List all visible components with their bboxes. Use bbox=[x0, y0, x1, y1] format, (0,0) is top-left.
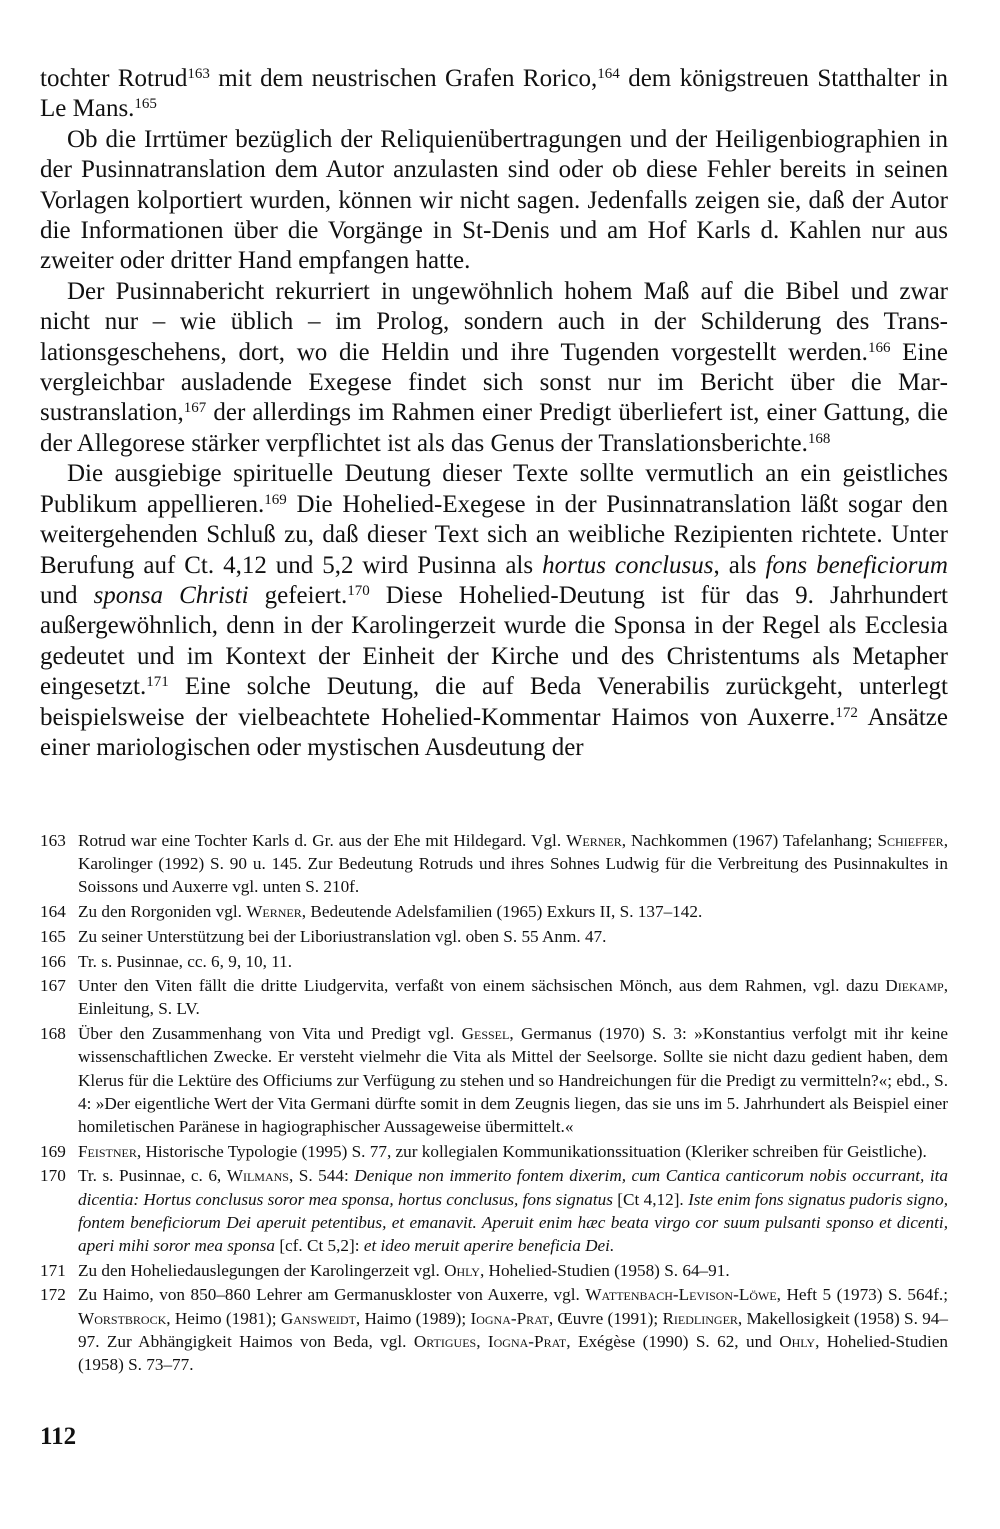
text-run: dem königstreuen Statthalter in Le Mans. bbox=[40, 65, 948, 123]
text-run: Über den Zusammenhang von Vita und Predigt vgl. bbox=[78, 1024, 462, 1044]
text-run: [cf. Ct 5,2]: bbox=[275, 1235, 364, 1255]
text-run: , Heimo (1981); bbox=[166, 1308, 281, 1328]
footnote-ref: 166 bbox=[867, 339, 891, 356]
italic-text: Denique non immerito fontem dixerim, cum Cantica canticorum nobis occurrant, ita dicentia: Hortus conclusus soror mea sponsa, hortus conclusus, fons signatus bbox=[78, 1166, 948, 1209]
text-run: , Haimo (1989); bbox=[355, 1308, 471, 1328]
footnote-ref: 165 bbox=[134, 96, 157, 113]
author-name: Iogna-Prat bbox=[470, 1308, 549, 1328]
author-name: Ohly bbox=[444, 1260, 480, 1280]
text-run: Eine solche Deutung, die auf Beda Venerabilis zurückgeht, unterlegt beispielsweise der vielbeachtete Hohelied-Kommentar Haimos von Auxerre. bbox=[40, 673, 948, 731]
footnote-ref: 169 bbox=[264, 491, 287, 508]
author-name: Werner bbox=[246, 902, 302, 922]
footnote-number: 164 bbox=[40, 902, 66, 922]
footnote bbox=[40, 1140, 948, 1163]
footnote-number: 165 bbox=[40, 926, 66, 946]
body-paragraph bbox=[40, 125, 948, 277]
text-run: Die Hohelied-Exegese in der Pusinnatranslation läßt sogar den weitergehenden Schluß zu, daß dieser Text sich an weibliche Rezipienten richtete. Unter Berufung auf Ct. 4,12 und 5,2 wird Pusinna als bbox=[40, 490, 948, 579]
text-run: [Ct 4,12]. bbox=[612, 1189, 689, 1209]
main-text bbox=[40, 64, 948, 763]
italic-text: fons beneficiorum bbox=[765, 551, 948, 579]
footnote-ref: 163 bbox=[187, 65, 210, 82]
footnote-number: 170 bbox=[40, 1166, 66, 1186]
text-run: Der Pusinnabericht rekurriert in ungewöhnlich hohem Maß auf die Bibel und zwar nicht nur – wie üblich – im Prolog, sondern auch in der Schilderung des Translationsgeschehens, dort, wo die Heldin und ihre Tugenden vorgestellt werden. bbox=[40, 277, 948, 366]
text-run: , als bbox=[713, 551, 766, 579]
footnote bbox=[40, 950, 948, 973]
text-run: , Hohelied-Studien (1958) S. 73–77. bbox=[78, 1331, 949, 1374]
text-run: der allerdings im Rahmen einer Predigt überliefert ist, einer Gattung, die der Allegorese stärker verpflichtet ist als das Genus der Translationsberichte. bbox=[40, 399, 948, 457]
text-run: , Exégèse (1990) S. 62, und bbox=[566, 1331, 780, 1351]
footnote-number: 172 bbox=[40, 1285, 66, 1305]
text-run: Zu seiner Unterstützung bei der Liboriustranslation vgl. oben S. 55 Anm. 47. bbox=[78, 926, 607, 946]
text-run: Ob die Irrtümer bezüglich der Reliquienübertragungen und der Heiligenbiographien in der Pusinnatranslation dem Autor anzulasten sind oder ob diese Fehler bereits in seinen Vorlagen kolportiert wurden, können wir nicht sagen. Jedenfalls zeigen sie, daß der Autor die Informationen über die Vorgänge in St-Denis und am Hof Karls d. Kahlen nur aus zweiter oder dritter Hand empfangen hatte. bbox=[40, 125, 948, 275]
footnote-ref: 170 bbox=[347, 582, 370, 599]
text-run: , Karolinger (1992) S. 90 u. 145. Zur Bedeutung Rotruds und ihres Sohnes Ludwig für die Verbreitung des Pusinnakultes in Soissons und Auxerre vgl. unten S. 210f. bbox=[78, 831, 948, 897]
footnote bbox=[40, 1283, 948, 1376]
footnote-ref: 172 bbox=[835, 704, 858, 721]
body-paragraph bbox=[40, 277, 948, 459]
footnote bbox=[40, 829, 948, 899]
author-name: Gansweidt bbox=[280, 1308, 356, 1328]
body-paragraph bbox=[40, 459, 948, 763]
text-run: Unter den Viten fällt die dritte Liudgervita, verfaßt von einem sächsischen Mönch, aus dem Rahmen, vgl. dazu bbox=[78, 976, 886, 996]
text-run: , Bedeutende Adelsfamilien (1965) Exkurs II, S. 137–142. bbox=[301, 902, 703, 922]
text-run: Tr. s. Pusinnae, c. 6, bbox=[78, 1166, 227, 1186]
italic-text: et ideo meruit aperire beneficia Dei. bbox=[363, 1235, 615, 1255]
author-name: Riedlinger bbox=[662, 1308, 738, 1328]
footnote-ref: 164 bbox=[597, 65, 620, 82]
footnote bbox=[40, 900, 948, 923]
author-name: Ohly bbox=[779, 1331, 816, 1351]
text-run: Diese Hohelied-Deutung ist für das 9. Jahrhundert außergewöhnlich, denn in der Karolingerzeit wurde die Sponsa in der Regel als Ecclesia gedeutet und im Kontext der Einheit der Kirche und des Christentums als Metapher eingesetzt. bbox=[40, 581, 948, 701]
text-run: tochter Rotrud bbox=[40, 65, 188, 92]
text-run: Die ausgiebige spirituelle Deutung dieser Texte sollte vermutlich an ein geistliches Publikum appellieren. bbox=[40, 460, 948, 518]
text-run: , Nachkommen (1967) Tafelanhang; bbox=[621, 831, 878, 850]
text-run: mit dem neustrischen Grafen Rorico, bbox=[209, 65, 598, 92]
italic-text: Iste enim fons signatus pudoris signo, fontem beneficiorum Dei aperuit petentibus, et emanavit. Aperuit enim hæc beata virgo cor suum pulsanti sponso et dicenti, aperi mihi soror mea sponsa bbox=[78, 1189, 949, 1255]
text-run: Eine vergleichbar ausladende Exegese findet sich sonst nur im Bericht über die Marsustranslation, bbox=[40, 338, 948, 427]
author-name: Gessel bbox=[461, 1024, 510, 1044]
footnote bbox=[40, 1164, 948, 1257]
footnote bbox=[40, 974, 948, 1020]
footnote-ref: 171 bbox=[146, 673, 169, 690]
footnote bbox=[40, 1022, 948, 1138]
italic-text: hortus conclusus bbox=[542, 551, 714, 579]
text-run: , Makellosigkeit (1958) S. 94–97. Zur Abhängigkeit Haimos von Beda, vgl. bbox=[78, 1308, 948, 1351]
footnote-number: 167 bbox=[40, 976, 66, 996]
text-run: und bbox=[40, 581, 94, 609]
footnote-number: 171 bbox=[40, 1260, 66, 1280]
text-run: Rotrud war eine Tochter Karls d. Gr. aus der Ehe mit Hildegard. Vgl. bbox=[78, 831, 567, 850]
text-run: Zu den Rorgoniden vgl. bbox=[78, 902, 247, 922]
body-paragraph bbox=[40, 64, 948, 125]
footnote-number: 166 bbox=[40, 951, 66, 971]
author-name: Schieffer bbox=[877, 831, 944, 850]
author-name: Feistner bbox=[78, 1141, 137, 1161]
text-run: Zu den Hoheliedauslegungen der Karolingerzeit vgl. bbox=[78, 1260, 445, 1280]
author-name: Worstbrock bbox=[78, 1308, 167, 1328]
footnote-ref: 167 bbox=[183, 400, 207, 417]
text-run: , Historische Typologie (1995) S. 77, zur kollegialen Kommunikationssituation (Kleriker schreiben für Geistliche). bbox=[136, 1141, 927, 1161]
text-run: Zu Haimo, von 850–860 Lehrer am Germanuskloster von Auxerre, vgl. bbox=[78, 1285, 586, 1305]
footnote-number: 168 bbox=[40, 1024, 66, 1044]
footnote-number: 169 bbox=[40, 1141, 66, 1161]
text-run: gefeiert. bbox=[248, 581, 348, 609]
author-name: Wilmans bbox=[226, 1166, 289, 1186]
text-run: , Œuvre (1991); bbox=[548, 1308, 663, 1328]
footnote bbox=[40, 925, 948, 948]
author-name: Werner bbox=[566, 831, 622, 850]
text-run: , Heft 5 (1973) S. 564f.; bbox=[776, 1285, 948, 1305]
footnote-ref: 168 bbox=[807, 430, 831, 447]
text-run: Ansätze einer mariologischen oder mystischen Ausdeutung der bbox=[40, 703, 948, 761]
text-run: , Germanus (1970) S. 3: »Konstantius verfolgt mit ihr keine wissenschaftlichen Zwecke. Er versteht vielmehr die Vita als Mittel der Seelsorge. Sollte sie nicht dazu gedient haben, dem Klerus für die Lektüre des Officiums zur Verfügung zu stehen und so Handreichungen für die Predigt zu vermitteln?«; ebd., S. 4: »Der eigentliche Wert der Vita Germani dürfte somit in dem Zeugnis liegen, das sie uns im 5. Jahrhundert als Beispiel einer homiletischen Paränese in hagiographischer Aussageweise übermittelt.« bbox=[78, 1024, 948, 1136]
text-run: , Einleitung, S. LV. bbox=[78, 976, 948, 1019]
italic-text: sponsa Christi bbox=[93, 581, 249, 609]
author-name: Ortigues, Iogna-Prat bbox=[413, 1331, 567, 1351]
author-name: Wattenbach-Levison-Löwe bbox=[585, 1285, 777, 1305]
text-run: , S. 544: bbox=[288, 1166, 355, 1186]
footnotes bbox=[40, 829, 948, 1378]
footnote-number: 163 bbox=[40, 831, 66, 850]
author-name: Diekamp bbox=[885, 976, 944, 996]
page-number: 112 bbox=[40, 1423, 77, 1450]
text-run: Tr. s. Pusinnae, cc. 6, 9, 10, 11. bbox=[78, 951, 293, 971]
footnote bbox=[40, 1259, 948, 1282]
text-run: , Hohelied-Studien (1958) S. 64–91. bbox=[479, 1260, 730, 1280]
